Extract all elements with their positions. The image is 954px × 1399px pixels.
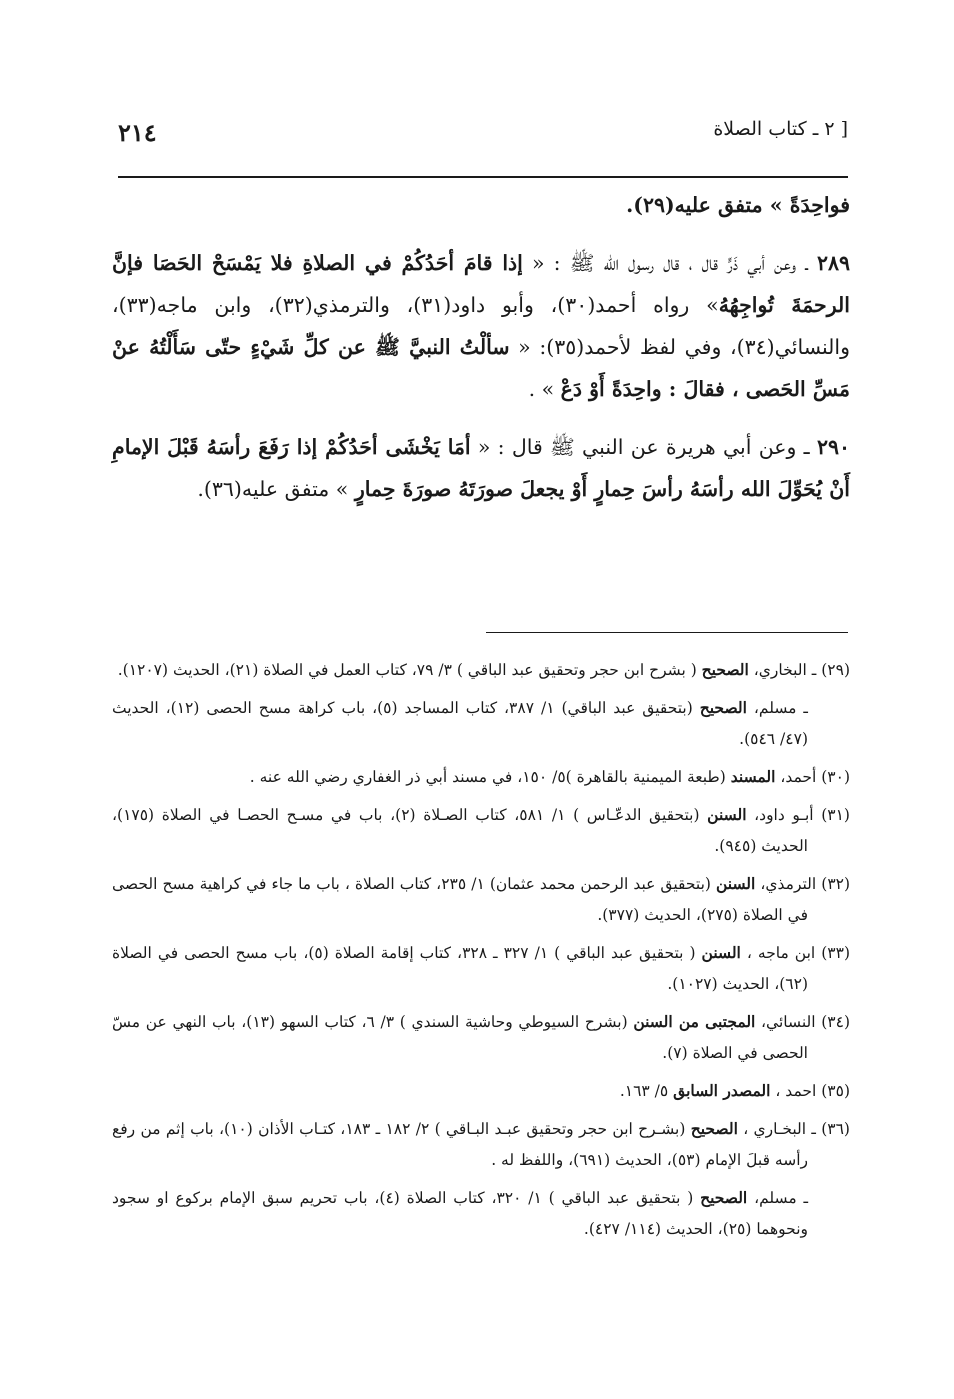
footnote (112, 937, 850, 1000)
footnote (112, 868, 850, 931)
footnote-author: ـ مسلم، (746, 699, 808, 717)
hadith-variant-text: سألْتُ النبيَّ ﷺ عن كلِّ شَيْءٍ حتّى سَأَلْتُهُ عنْ مَسِّ الحَصى ، فقالَ : واحِدَةً أَوْ دَعْ (112, 335, 850, 401)
footnote-details: (طبعة الميمنية بالقاهرة )٥/ ١٥٠، في مسند أبي ذر الغفاري رضي الله عنه . (249, 768, 731, 786)
hadith-narrator: ـ وعن أبي هريرة عن النبي ﷺ قال : « (470, 435, 817, 459)
hadith-close: » . (528, 377, 561, 401)
paragraph-continuation (112, 184, 850, 226)
footnote (112, 1182, 850, 1245)
footnote-author: (٣٦) ـ البخـاري ، (737, 1120, 850, 1138)
page-header (118, 118, 848, 174)
footnote-details: (بتحقيق عبد الباقي) ١/ ٣٨٧، كتاب المساجد (٥)، باب كراهة مسح الحصى (١٢)، الحديث (٤٧/ ٥٤٦). (112, 699, 808, 748)
footnote-work: السنن (715, 874, 756, 893)
hadith-text: إذا قامَ أحَدُكُمْ في الصلاةِ فلا يَمْسَحْ الحَصَا فإنَّ الرحمَةَ تُواجِهُهُ (112, 251, 850, 317)
footnote-work: السنن (701, 943, 741, 962)
footnote (112, 1006, 850, 1069)
footnote-rule (486, 632, 848, 633)
footnote-work: الصحيح (701, 660, 749, 679)
footnote-details: ( بتحقيق عبد الباقي ) ١/ ٣٢٧ ـ ٣٢٨، كتاب إقامة الصلاة (٥)، باب مسح الحصى في الصلاة (٦٢)، الحديث (١٠٢٧). (112, 944, 808, 993)
footnote-work: الصحيح (690, 1119, 738, 1138)
footnote (112, 799, 850, 862)
hadith-sources: » متفق عليه(٣٦). (197, 477, 355, 501)
footnote-work: الصحيح (700, 1188, 748, 1207)
footnote-author: (٣٢) الترمذي، (755, 875, 851, 893)
running-head: [ ٢ ـ كتاب الصلاة (713, 118, 848, 140)
hadith-narrator: ـ وعن أبي ذَرٍّ قال ، قال رسول الله ﷺ : « (522, 251, 817, 275)
footnotes (112, 654, 850, 1251)
footnote (112, 1075, 850, 1107)
hadith-number: ٢٩٠ (816, 435, 850, 459)
footnote-details: (بتحقيق الدعّـاس ) ١/ ٥٨١، كتاب الصـلاة (٢)، باب في مسـح الحصـا في الصلاة (١٧٥)، الحديث (٩٤٥). (112, 806, 808, 855)
footnote-work: الصحيح (699, 698, 747, 717)
continuation-text: فواحِدَةً » متفق عليه(٢٩). (626, 193, 850, 217)
footnote-author: (٣٤) النسائي، (755, 1013, 850, 1031)
footnote-work: المسند (730, 767, 776, 786)
footnote-author: (٣٣) ابن ماجه ، (740, 944, 850, 962)
footnote-details: ٥/ ١٦٣. (619, 1082, 674, 1100)
footnote-author: (٣١) أبـو داود، (746, 806, 850, 824)
footnote-author: ـ مسلم، (747, 1189, 808, 1207)
header-rule (118, 176, 848, 178)
footnote-details: ( بتحقيق عبد الباقي ) ١/ ٣٢٠، كتاب الصلاة (٤)، باب تحريم سبق الإمام بركوع او سجود ونحوهما (٢٥)، الحديث (١١٤/ ٤٢٧). (112, 1189, 808, 1238)
footnote-work: المجتبى من السنن (633, 1012, 756, 1031)
page-number: ٢١٤ (118, 118, 157, 147)
hadith-number: ٢٨٩ (816, 251, 851, 275)
footnote (112, 1113, 850, 1176)
hadith-text: أمَا يَخْشَى أحَدُكُمْ إذا رَفَعَ رأسَهُ قَبْلَ الإمامِ أَنْ يُحَوِّلَ الله رأسَهُ رأسَ حِمارٍ أَوْ يجعلَ صورَتَهُ صورَةَ حِمارٍ (112, 435, 850, 501)
hadith-289 (112, 242, 850, 410)
footnote-author: (٢٩) ـ البخاري، (748, 661, 850, 679)
footnote (112, 692, 850, 755)
footnote-author: (٣٠) أحمد، (775, 768, 850, 786)
footnote-details: (بتحقيق عبد الرحمن محمد عثمان) ١/ ٢٣٥، كتاب الصلاة ، باب ما جاء في كراهية مسح الحصى في الصلاة (٢٧٥)، الحديث (٣٧٧). (112, 875, 808, 924)
footnote (112, 654, 850, 686)
footnote-author: (٣٥) احمد ، (770, 1082, 850, 1100)
hadith-sources: » رواه أحمد(٣٠)، وأبو داود(٣١)، والترمذي(٣٢)، وابن ماجه(٣٣)، والنسائي(٣٤)، وفي لفظ لأحمد(٣٥): « (112, 293, 851, 359)
footnote-details: ( بشرح ابن حجر وتحقيق عبد الباقي ) ٣/ ٧٩، كتاب العمل في الصلاة (٢١)، الحديث (١٢٠٧). (117, 661, 702, 679)
footnote (112, 761, 850, 793)
main-text (112, 184, 850, 526)
footnote-work: السنن (707, 805, 747, 824)
footnote-work: المصدر السابق (673, 1081, 771, 1100)
footnote-details: (بشرح السيوطي وحاشية السندي ) ٣/ ٦، كتاب السهو (١٣)، باب النهي عن مسّ الحصى في الصلاة (٧). (112, 1013, 808, 1062)
hadith-290 (112, 426, 850, 510)
footnote-details: (بشـرح ابن حجر وتحقيق عبـد البـاقي ) ٢/ ١٨٢ ـ ١٨٣، كتـاب الأذان (١٠)، باب إثم من رفع رأسه قبلَ الإمام (٥٣)، الحديث (٦٩١)، واللفظ له . (112, 1120, 808, 1169)
